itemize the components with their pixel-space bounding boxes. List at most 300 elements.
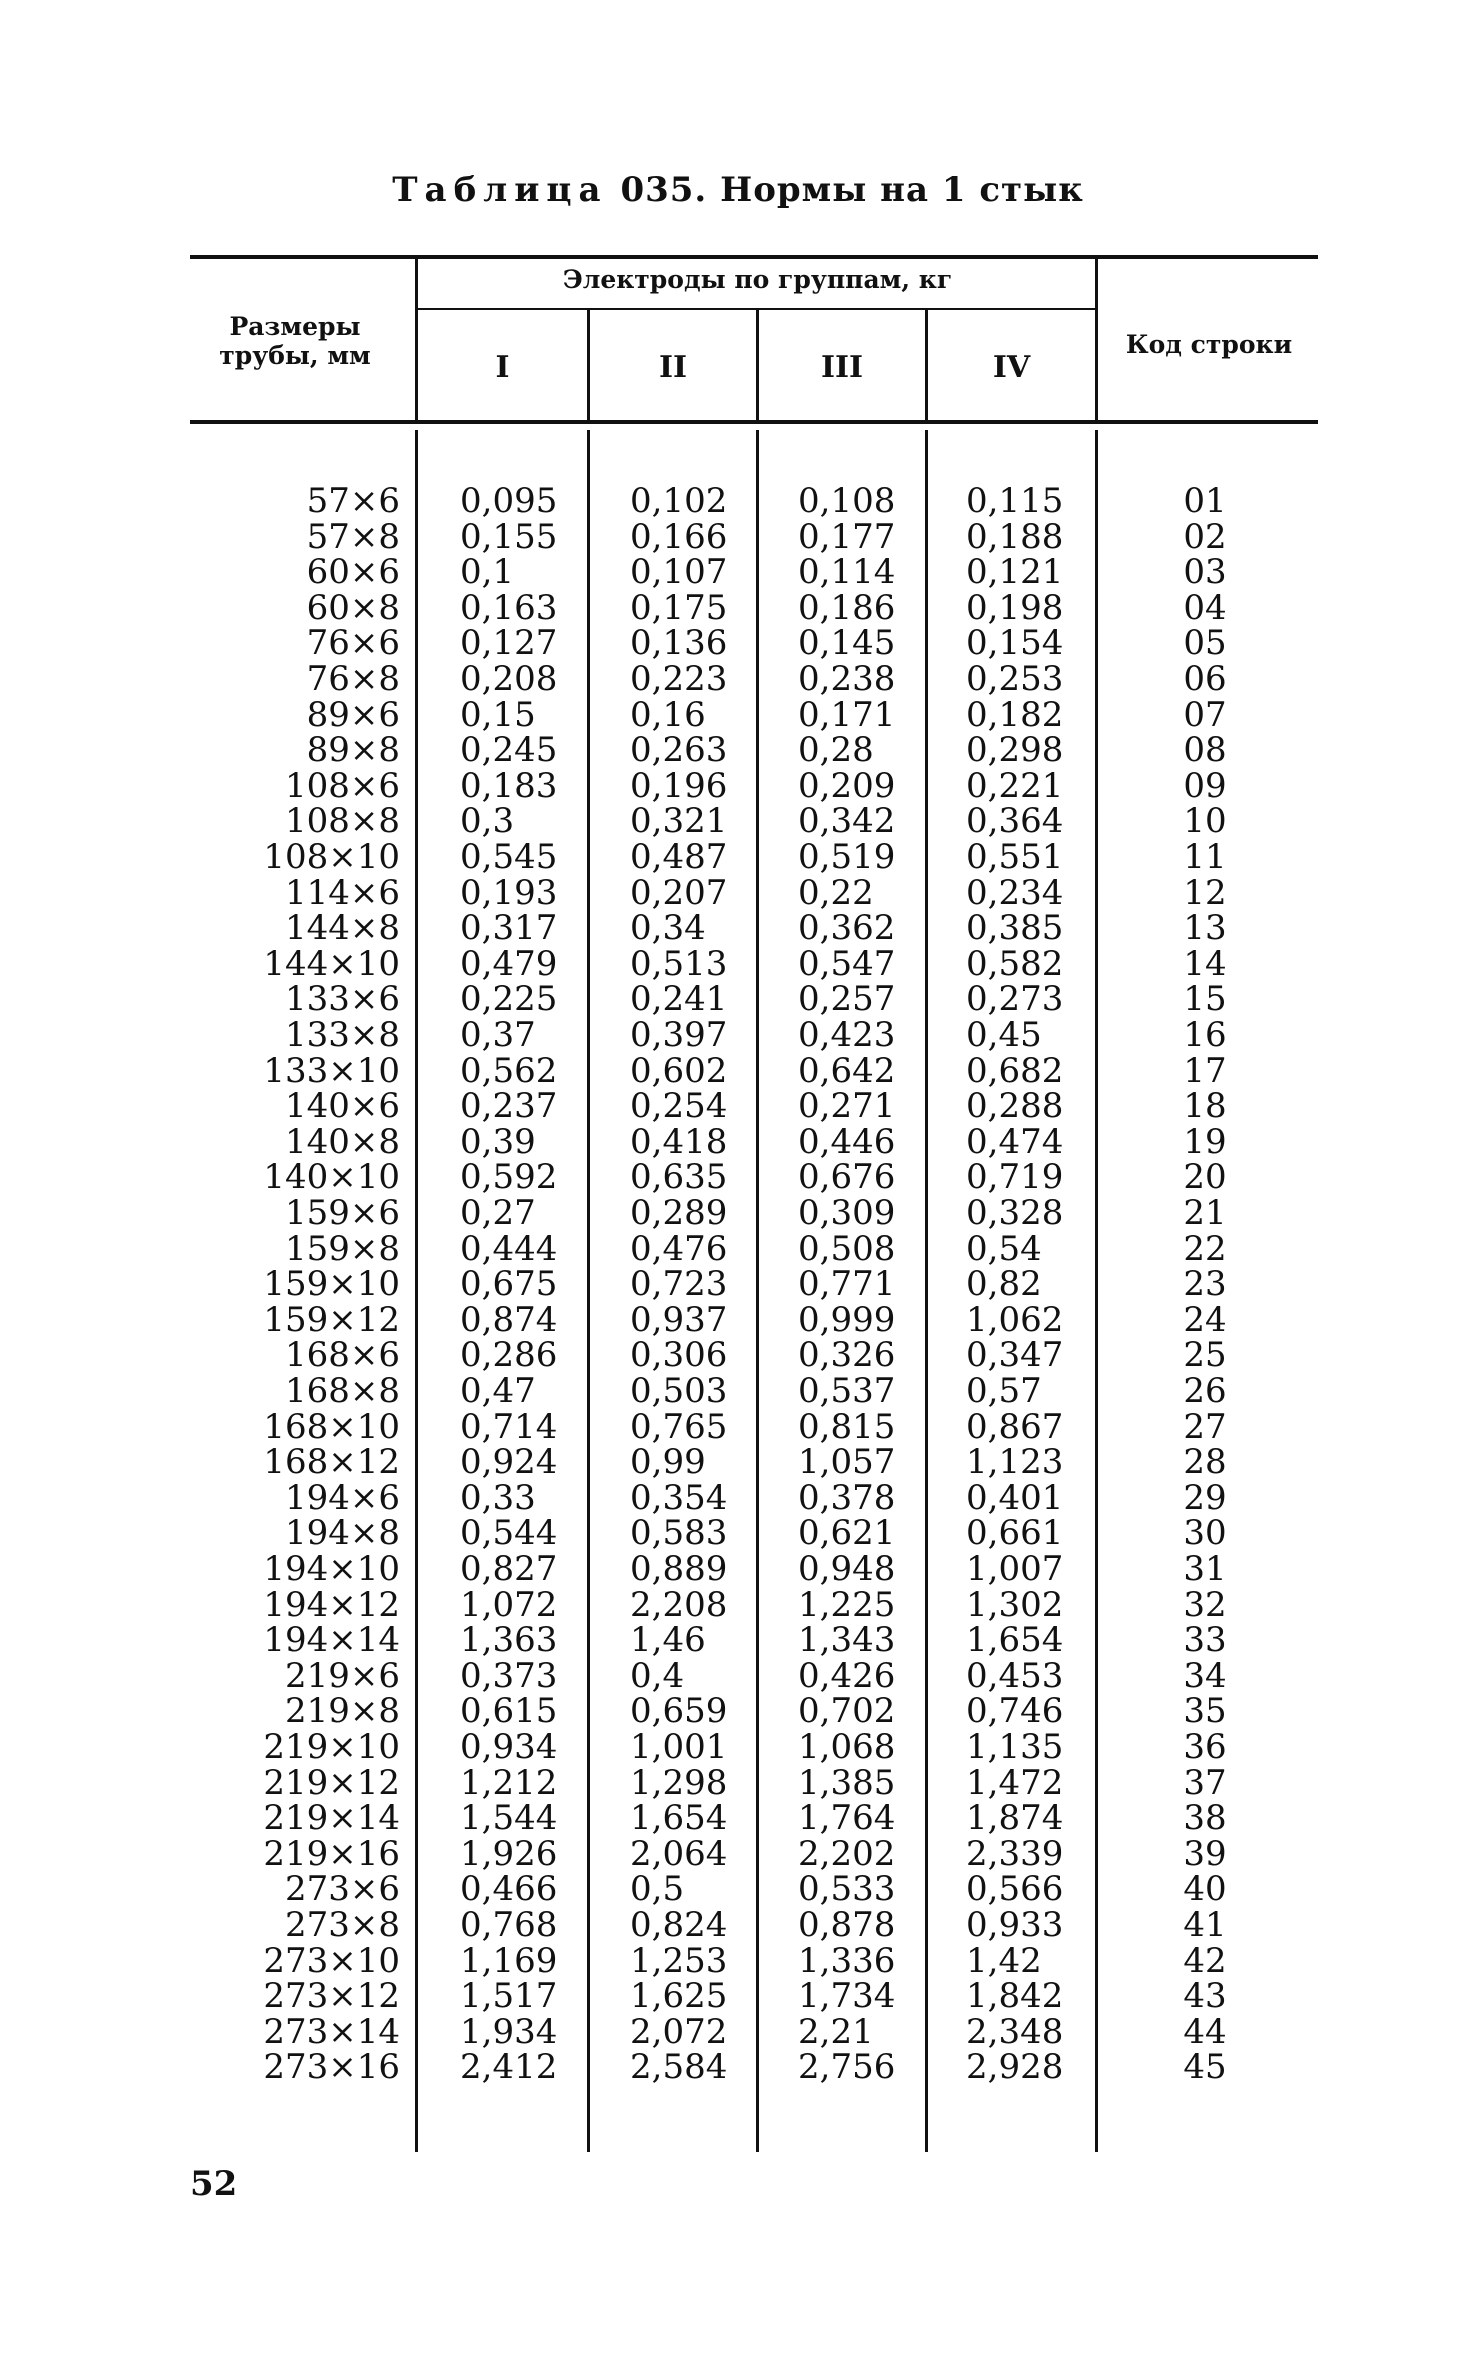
group-ii-value: 0,635 xyxy=(630,1157,728,1198)
row-code-cell: 03 xyxy=(1183,552,1227,593)
group-ii-value: 1,625 xyxy=(630,1976,728,2017)
group-i-value: 0,924 xyxy=(460,1442,558,1483)
table-row xyxy=(0,872,1476,913)
row-code-cell: 21 xyxy=(1183,1193,1227,1233)
group-iv-value: 0,401 xyxy=(966,1477,1064,1518)
pipe-size-cell: 60×6 xyxy=(306,552,400,593)
group-i-value: 0,208 xyxy=(460,659,558,699)
table-row xyxy=(0,694,1476,735)
group-iv-value: 0,933 xyxy=(966,1905,1064,1945)
row-code-cell: 45 xyxy=(1183,2047,1227,2088)
table-top-rule xyxy=(190,255,1318,259)
group-i-value: 0,163 xyxy=(460,587,558,628)
group-ii-value: 0,166 xyxy=(630,516,728,557)
pipe-size-cell: 219×14 xyxy=(263,1798,400,1839)
group-iii-value: 0,238 xyxy=(798,659,896,699)
pipe-size-cell: 273×10 xyxy=(263,1940,400,1981)
pipe-size-cell: 194×8 xyxy=(284,1513,400,1554)
group-i-value: 1,926 xyxy=(460,1833,558,1874)
group-iv-value: 0,188 xyxy=(966,516,1064,557)
group-iv-value: 0,198 xyxy=(966,587,1064,628)
group-ii-value: 0,602 xyxy=(630,1050,728,1091)
group-iii-value: 0,362 xyxy=(798,908,896,949)
pipe-size-cell: 168×6 xyxy=(284,1335,400,1376)
row-code-cell: 33 xyxy=(1183,1620,1227,1661)
table-row xyxy=(0,1727,1476,1767)
group-iii-value: 1,057 xyxy=(798,1442,896,1483)
table-row xyxy=(0,908,1476,949)
group-iii-value: 2,202 xyxy=(798,1833,896,1874)
row-code-cell: 24 xyxy=(1183,1299,1227,1340)
group-iii-value: 1,225 xyxy=(798,1584,896,1625)
pipe-size-cell: 108×6 xyxy=(284,765,400,806)
group-iii-value: 0,177 xyxy=(798,516,896,557)
group-ii-value: 0,263 xyxy=(630,730,728,771)
group-ii-value: 1,46 xyxy=(630,1620,706,1661)
group-i-value: 0,479 xyxy=(460,943,558,984)
group-i-value: 1,934 xyxy=(460,2011,558,2052)
pipe-size-cell: 140×8 xyxy=(284,1121,400,1162)
group-iv-value: 1,654 xyxy=(966,1620,1064,1661)
group-iv-value: 0,453 xyxy=(966,1655,1064,1696)
group-iv-value: 2,348 xyxy=(966,2011,1064,2052)
group-ii-value: 0,5 xyxy=(630,1869,685,1910)
group-iii-value: 0,948 xyxy=(798,1549,896,1589)
table-row xyxy=(0,943,1476,984)
pipe-size-cell: 57×6 xyxy=(306,481,400,521)
table-row xyxy=(0,1335,1476,1376)
row-code-cell: 40 xyxy=(1183,1869,1227,1910)
group-iv-value: 0,364 xyxy=(966,801,1064,842)
row-code-cell: 11 xyxy=(1183,837,1227,877)
code-column-header: Код строки xyxy=(1125,330,1293,359)
group-i-value: 0,444 xyxy=(460,1228,558,1269)
group-i-value: 0,095 xyxy=(460,481,558,521)
row-code-cell: 17 xyxy=(1183,1050,1227,1091)
pipe-size-cell: 76×8 xyxy=(306,659,400,699)
group-iii-value: 0,446 xyxy=(798,1121,896,1162)
row-code-cell: 22 xyxy=(1183,1228,1227,1269)
table-row xyxy=(0,2047,1476,2088)
row-code-cell: 41 xyxy=(1183,1905,1227,1945)
group-ii-value: 0,503 xyxy=(630,1371,728,1411)
table-row xyxy=(0,730,1476,771)
group-iv-value: 1,472 xyxy=(966,1762,1064,1803)
row-code-cell: 32 xyxy=(1183,1584,1227,1625)
group-ii-value: 0,513 xyxy=(630,943,728,984)
row-code-cell: 13 xyxy=(1183,908,1227,949)
group-i-value: 1,517 xyxy=(460,1976,558,2017)
group-ii-value: 2,584 xyxy=(630,2047,728,2088)
group-i-value: 0,27 xyxy=(460,1193,536,1233)
row-code-cell: 02 xyxy=(1183,516,1227,557)
group-iv-value: 0,115 xyxy=(966,481,1064,521)
group-i-value: 0,237 xyxy=(460,1086,558,1127)
row-code-cell: 39 xyxy=(1183,1833,1227,1874)
group-iii-value: 1,068 xyxy=(798,1727,896,1767)
pipe-size-cell: 219×10 xyxy=(263,1727,400,1767)
pipe-size-cell: 133×8 xyxy=(284,1015,400,1055)
header-divider-code xyxy=(1095,259,1098,420)
group-iv-value: 2,928 xyxy=(966,2047,1064,2088)
group-iv-value: 0,566 xyxy=(966,1869,1064,1910)
group-iii-value: 0,702 xyxy=(798,1691,896,1732)
pipe-size-cell: 140×10 xyxy=(263,1157,400,1198)
row-code-cell: 05 xyxy=(1183,623,1227,664)
row-code-cell: 14 xyxy=(1183,943,1227,984)
group-iii-value: 0,114 xyxy=(798,552,896,593)
group-i-value: 1,212 xyxy=(460,1762,558,1803)
group-iii-value: 0,257 xyxy=(798,979,896,1020)
group-ii-value: 0,207 xyxy=(630,872,728,913)
pipe-size-cell: 159×10 xyxy=(263,1264,400,1305)
group-ii-value: 0,4 xyxy=(630,1655,685,1696)
group-ii-value: 0,196 xyxy=(630,765,728,806)
group-iii-value: 0,22 xyxy=(798,872,874,913)
group-iv-value: 0,746 xyxy=(966,1691,1064,1732)
group-ii-value: 0,107 xyxy=(630,552,728,593)
row-code-cell: 26 xyxy=(1183,1371,1227,1411)
group-iv-value: 0,288 xyxy=(966,1086,1064,1127)
table-row xyxy=(0,1691,1476,1732)
group-i-value: 0,3 xyxy=(460,801,515,842)
table-title-label: Таблица xyxy=(392,170,608,210)
row-code-cell: 01 xyxy=(1183,481,1227,521)
pipe-size-cell: 219×12 xyxy=(263,1762,400,1803)
table-row xyxy=(0,1442,1476,1483)
group-iii-value: 0,999 xyxy=(798,1299,896,1340)
group-i-value: 1,072 xyxy=(460,1584,558,1625)
group-i-value: 0,15 xyxy=(460,694,536,735)
page-number: 52 xyxy=(190,2164,238,2204)
group-iii-value: 1,336 xyxy=(798,1940,896,1981)
group-iii-value: 0,878 xyxy=(798,1905,896,1945)
group-iv-value: 0,551 xyxy=(966,837,1064,877)
group-iv-header: IV xyxy=(992,350,1031,385)
table-row xyxy=(0,552,1476,593)
group-iv-value: 0,82 xyxy=(966,1264,1042,1305)
electrodes-group-header: Электроды по группам, кг xyxy=(562,265,953,294)
pipe-size-cell: 57×8 xyxy=(306,516,400,557)
group-iii-header: III xyxy=(820,350,864,385)
group-iii-value: 2,756 xyxy=(798,2047,896,2088)
row-code-cell: 38 xyxy=(1183,1798,1227,1839)
pipe-size-cell: 273×16 xyxy=(263,2047,400,2088)
group-ii-value: 0,476 xyxy=(630,1228,728,1269)
group-ii-value: 0,223 xyxy=(630,659,728,699)
table-row xyxy=(0,1655,1476,1696)
group-iv-value: 0,298 xyxy=(966,730,1064,771)
row-code-cell: 29 xyxy=(1183,1477,1227,1518)
size-column-header: Размеры трубы, мм xyxy=(219,312,371,370)
table-title-text: 035. Нормы на 1 стык xyxy=(620,170,1084,210)
pipe-size-cell: 140×6 xyxy=(284,1086,400,1127)
group-iii-value: 0,378 xyxy=(798,1477,896,1518)
group-ii-value: 0,723 xyxy=(630,1264,728,1305)
pipe-size-cell: 89×8 xyxy=(306,730,400,771)
group-i-value: 0,225 xyxy=(460,979,558,1020)
group-iii-value: 0,426 xyxy=(798,1655,896,1696)
table-row xyxy=(0,1869,1476,1910)
group-ii-value: 0,889 xyxy=(630,1549,728,1589)
table-row xyxy=(0,1798,1476,1839)
pipe-size-cell: 144×10 xyxy=(263,943,400,984)
group-ii-value: 0,99 xyxy=(630,1442,706,1483)
group-i-value: 0,317 xyxy=(460,908,558,949)
table-row xyxy=(0,1157,1476,1198)
table-row xyxy=(0,765,1476,806)
group-i-value: 0,373 xyxy=(460,1655,558,1696)
row-code-cell: 08 xyxy=(1183,730,1227,771)
pipe-size-cell: 273×12 xyxy=(263,1976,400,2017)
pipe-size-cell: 60×8 xyxy=(306,587,400,628)
pipe-size-cell: 273×6 xyxy=(284,1869,400,1910)
group-i-value: 0,127 xyxy=(460,623,558,664)
group-iv-value: 0,328 xyxy=(966,1193,1064,1233)
group-iv-value: 1,874 xyxy=(966,1798,1064,1839)
table-row xyxy=(0,1762,1476,1803)
row-code-cell: 18 xyxy=(1183,1086,1227,1127)
table-row xyxy=(0,516,1476,557)
group-iv-value: 0,182 xyxy=(966,694,1064,735)
group-ii-value: 1,001 xyxy=(630,1727,728,1767)
row-code-cell: 04 xyxy=(1183,587,1227,628)
row-code-cell: 36 xyxy=(1183,1727,1227,1767)
table-row xyxy=(0,979,1476,1020)
table-row xyxy=(0,2011,1476,2052)
table-row xyxy=(0,1584,1476,1625)
group-i-value: 2,412 xyxy=(460,2047,558,2088)
group-i-value: 0,33 xyxy=(460,1477,536,1518)
group-iii-value: 0,547 xyxy=(798,943,896,984)
group-i-value: 0,714 xyxy=(460,1406,558,1447)
group-i-value: 0,545 xyxy=(460,837,558,877)
table-row xyxy=(0,1549,1476,1589)
group-iii-value: 0,423 xyxy=(798,1015,896,1055)
pipe-size-cell: 108×8 xyxy=(284,801,400,842)
group-i-value: 0,193 xyxy=(460,872,558,913)
group-i-value: 0,592 xyxy=(460,1157,558,1198)
row-code-cell: 31 xyxy=(1183,1549,1227,1589)
group-iii-value: 0,508 xyxy=(798,1228,896,1269)
pipe-size-cell: 273×14 xyxy=(263,2011,400,2052)
group-iii-value: 0,209 xyxy=(798,765,896,806)
table-row xyxy=(0,1015,1476,1055)
pipe-size-cell: 194×12 xyxy=(263,1584,400,1625)
row-code-cell: 07 xyxy=(1183,694,1227,735)
pipe-size-cell: 76×6 xyxy=(306,623,400,664)
group-iii-value: 1,385 xyxy=(798,1762,896,1803)
group-iii-value: 0,771 xyxy=(798,1264,896,1305)
group-ii-value: 2,064 xyxy=(630,1833,728,1874)
group-iv-value: 0,719 xyxy=(966,1157,1064,1198)
group-iii-value: 0,533 xyxy=(798,1869,896,1910)
group-iii-value: 0,676 xyxy=(798,1157,896,1198)
group-ii-value: 0,397 xyxy=(630,1015,728,1055)
group-i-value: 0,155 xyxy=(460,516,558,557)
group-iii-value: 0,537 xyxy=(798,1371,896,1411)
pipe-size-cell: 194×14 xyxy=(263,1620,400,1661)
group-iii-value: 0,271 xyxy=(798,1086,896,1127)
group-i-value: 0,827 xyxy=(460,1549,558,1589)
group-i-value: 0,544 xyxy=(460,1513,558,1554)
group-ii-value: 0,765 xyxy=(630,1406,728,1447)
group-iv-value: 0,273 xyxy=(966,979,1064,1020)
group-i-value: 0,37 xyxy=(460,1015,536,1055)
header-bottom-rule xyxy=(190,420,1318,424)
table-row xyxy=(0,1976,1476,2017)
group-iv-value: 1,135 xyxy=(966,1727,1064,1767)
group-iv-value: 1,842 xyxy=(966,1976,1064,2017)
group-i-value: 0,768 xyxy=(460,1905,558,1945)
row-code-cell: 09 xyxy=(1183,765,1227,806)
group-iv-value: 1,42 xyxy=(966,1940,1042,1981)
group-i-value: 0,183 xyxy=(460,765,558,806)
pipe-size-cell: 168×10 xyxy=(263,1406,400,1447)
pipe-size-cell: 159×8 xyxy=(284,1228,400,1269)
group-iii-value: 2,21 xyxy=(798,2011,874,2052)
group-iii-value: 0,642 xyxy=(798,1050,896,1091)
group-ii-value: 0,824 xyxy=(630,1905,728,1945)
group-ii-value: 0,354 xyxy=(630,1477,728,1518)
group-iv-value: 1,123 xyxy=(966,1442,1064,1483)
group-i-value: 0,934 xyxy=(460,1727,558,1767)
group-i-value: 0,675 xyxy=(460,1264,558,1305)
pipe-size-cell: 133×6 xyxy=(284,979,400,1020)
group-ii-value: 1,298 xyxy=(630,1762,728,1803)
group-iv-value: 0,221 xyxy=(966,765,1064,806)
group-iv-value: 1,302 xyxy=(966,1584,1064,1625)
pipe-size-cell: 219×8 xyxy=(284,1691,400,1732)
table-title xyxy=(0,170,1476,210)
row-code-cell: 23 xyxy=(1183,1264,1227,1305)
row-code-cell: 06 xyxy=(1183,659,1227,699)
group-ii-value: 2,072 xyxy=(630,2011,728,2052)
group-iii-value: 0,621 xyxy=(798,1513,896,1554)
table-row xyxy=(0,1050,1476,1091)
group-iii-value: 0,326 xyxy=(798,1335,896,1376)
table-row xyxy=(0,1833,1476,1874)
pipe-size-cell: 194×10 xyxy=(263,1549,400,1589)
group-iv-value: 0,347 xyxy=(966,1335,1064,1376)
group-iv-value: 1,007 xyxy=(966,1549,1064,1589)
pipe-size-cell: 219×16 xyxy=(263,1833,400,1874)
pipe-size-cell: 219×6 xyxy=(284,1655,400,1696)
group-iv-value: 0,661 xyxy=(966,1513,1064,1554)
pipe-size-cell: 159×6 xyxy=(284,1193,400,1233)
pipe-size-cell: 114×6 xyxy=(284,872,400,913)
group-i-value: 0,562 xyxy=(460,1050,558,1091)
group-i-value: 0,1 xyxy=(460,552,515,593)
group-iii-value: 1,764 xyxy=(798,1798,896,1839)
group-ii-value: 0,254 xyxy=(630,1086,728,1127)
group-i-value: 0,39 xyxy=(460,1121,536,1162)
group-ii-value: 0,306 xyxy=(630,1335,728,1376)
pipe-size-cell: 194×6 xyxy=(284,1477,400,1518)
pipe-size-cell: 89×6 xyxy=(306,694,400,735)
group-iv-value: 0,121 xyxy=(966,552,1064,593)
table-row xyxy=(0,1121,1476,1162)
group-iii-value: 0,28 xyxy=(798,730,874,771)
group-ii-value: 0,34 xyxy=(630,908,706,949)
group-ii-value: 2,208 xyxy=(630,1584,728,1625)
table-row xyxy=(0,801,1476,842)
row-code-cell: 19 xyxy=(1183,1121,1227,1162)
row-code-cell: 42 xyxy=(1183,1940,1227,1981)
group-ii-value: 0,102 xyxy=(630,481,728,521)
group-i-value: 0,615 xyxy=(460,1691,558,1732)
row-code-cell: 20 xyxy=(1183,1157,1227,1198)
group-iv-value: 0,54 xyxy=(966,1228,1042,1269)
group-ii-value: 0,937 xyxy=(630,1299,728,1340)
group-ii-value: 0,241 xyxy=(630,979,728,1020)
group-iv-value: 0,582 xyxy=(966,943,1064,984)
row-code-cell: 43 xyxy=(1183,1976,1227,2017)
table-row xyxy=(0,1940,1476,1981)
group-i-header: I xyxy=(495,350,510,385)
pipe-size-cell: 144×8 xyxy=(284,908,400,949)
group-iv-value: 0,154 xyxy=(966,623,1064,664)
group-iii-value: 0,519 xyxy=(798,837,896,877)
group-iv-value: 0,57 xyxy=(966,1371,1042,1411)
group-iii-value: 1,343 xyxy=(798,1620,896,1661)
pipe-size-cell: 168×8 xyxy=(284,1371,400,1411)
group-i-value: 0,286 xyxy=(460,1335,558,1376)
table-row xyxy=(0,1228,1476,1269)
group-ii-value: 0,175 xyxy=(630,587,728,628)
group-iii-value: 0,186 xyxy=(798,587,896,628)
group-i-value: 0,874 xyxy=(460,1299,558,1340)
group-ii-value: 0,321 xyxy=(630,801,728,842)
table-row xyxy=(0,1193,1476,1233)
group-iii-value: 1,734 xyxy=(798,1976,896,2017)
group-ii-header: II xyxy=(658,350,688,385)
row-code-cell: 12 xyxy=(1183,872,1227,913)
group-iv-value: 0,45 xyxy=(966,1015,1042,1055)
row-code-cell: 25 xyxy=(1183,1335,1227,1376)
group-iii-value: 0,108 xyxy=(798,481,896,521)
group-i-value: 0,466 xyxy=(460,1869,558,1910)
row-code-cell: 27 xyxy=(1183,1406,1227,1447)
table-row xyxy=(0,659,1476,699)
group-iv-value: 1,062 xyxy=(966,1299,1064,1340)
table-row xyxy=(0,1477,1476,1518)
group-i-value: 0,47 xyxy=(460,1371,536,1411)
header-divider-size xyxy=(415,259,418,420)
pipe-size-cell: 108×10 xyxy=(263,837,400,877)
group-ii-value: 0,289 xyxy=(630,1193,728,1233)
pipe-size-cell: 159×12 xyxy=(263,1299,400,1340)
group-i-value: 0,245 xyxy=(460,730,558,771)
row-code-cell: 10 xyxy=(1183,801,1227,842)
table-row xyxy=(0,1299,1476,1340)
group-iii-value: 0,171 xyxy=(798,694,896,735)
row-code-cell: 35 xyxy=(1183,1691,1227,1732)
group-iii-value: 0,145 xyxy=(798,623,896,664)
group-ii-value: 0,16 xyxy=(630,694,706,735)
table-row xyxy=(0,1371,1476,1411)
row-code-cell: 28 xyxy=(1183,1442,1227,1483)
group-ii-value: 0,659 xyxy=(630,1691,728,1732)
table-row xyxy=(0,1513,1476,1554)
group-iv-value: 0,234 xyxy=(966,872,1064,913)
row-code-cell: 34 xyxy=(1183,1655,1227,1696)
group-iii-value: 0,342 xyxy=(798,801,896,842)
group-iii-value: 0,815 xyxy=(798,1406,896,1447)
group-i-value: 1,169 xyxy=(460,1940,558,1981)
pipe-size-cell: 133×10 xyxy=(263,1050,400,1091)
group-ii-value: 0,136 xyxy=(630,623,728,664)
